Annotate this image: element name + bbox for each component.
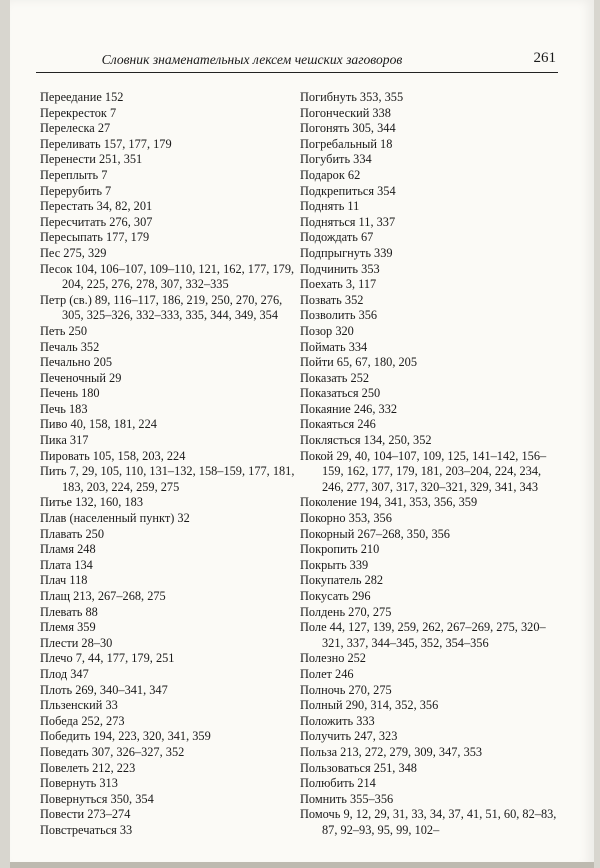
page-bottom-edge bbox=[10, 862, 594, 868]
index-entry: Победить 194, 223, 320, 341, 359 bbox=[40, 729, 211, 744]
index-entry: Подняться 11, 337 bbox=[300, 214, 396, 229]
index-entry: Пика 317 bbox=[40, 433, 89, 448]
index-entry: Плащ 213, 267–268, 275 bbox=[40, 589, 166, 603]
running-header bbox=[36, 50, 558, 73]
index-entry: Покрыть 339 bbox=[300, 557, 369, 572]
index-entry: Повелеть 212, 223 bbox=[40, 760, 136, 775]
index-entry: Покупатель 282 bbox=[300, 573, 384, 588]
index-entry: Подождать 67 bbox=[300, 230, 374, 245]
index-entry: Поле 44, 127, 139, 259, 262, 267–269, 275, 320–321, 337, 344–345, 352, 354–356 bbox=[300, 620, 546, 650]
page-number: 261 bbox=[533, 50, 556, 66]
index-entry: Петь 250 bbox=[40, 323, 88, 338]
index-entry: Полюбить 214 bbox=[300, 776, 376, 791]
index-entry: Перерубить 7 bbox=[40, 183, 112, 198]
index-entry: Переедание 152 bbox=[40, 90, 124, 104]
index-entry: Перелеска 27 bbox=[40, 121, 111, 136]
index-entry: Плавать 250 bbox=[40, 526, 105, 541]
index-entry: Плести 28–30 bbox=[40, 635, 113, 650]
index-entry: Полдень 270, 275 bbox=[300, 604, 392, 619]
index-entry: Печально 205 bbox=[40, 355, 113, 370]
index-entry: Плав (населенный пункт) 32 bbox=[40, 511, 190, 526]
index-entry: Печаль 352 bbox=[40, 339, 100, 354]
index-entry: Пойти 65, 67, 180, 205 bbox=[300, 355, 418, 370]
index-entry: Положить 333 bbox=[300, 713, 375, 728]
index-entry: Подпрыгнуть 339 bbox=[300, 245, 393, 260]
index-entry: Поколение 194, 341, 353, 356, 359 bbox=[300, 495, 478, 510]
index-entry: Пересыпать 177, 179 bbox=[40, 230, 150, 245]
index-entry: Покаяние 246, 332 bbox=[300, 401, 398, 416]
index-column-right bbox=[300, 90, 564, 839]
index-entry: Пользоваться 251, 348 bbox=[300, 760, 417, 775]
index-entry: Полезно 252 bbox=[300, 651, 366, 666]
index-entry: Погубить 334 bbox=[300, 152, 372, 167]
index-entry: Пересчитать 276, 307 bbox=[40, 214, 153, 229]
index-entry: Покорно 353, 356 bbox=[300, 511, 392, 526]
index-entry: Покой 29, 40, 104–107, 109, 125, 141–142, 156–159, 162, 177, 179, 181, 203–204, 224, 234, 246, 277, 307, 317, 320–321, 329, 341, 343 bbox=[300, 448, 547, 494]
index-entry: Пламя 248 bbox=[40, 542, 96, 557]
index-entry: Поймать 334 bbox=[300, 339, 368, 354]
index-entry: Помочь 9, 12, 29, 31, 33, 34, 37, 41, 51, 60, 82–83, 87, 92–93, 95, 99, 102– bbox=[300, 807, 557, 837]
index-entry: Перекресток 7 bbox=[40, 105, 117, 120]
index-entry: Получить 247, 323 bbox=[300, 729, 398, 744]
index-entry: Питье 132, 160, 183 bbox=[40, 495, 143, 510]
index-entry: Полет 246 bbox=[300, 666, 354, 681]
index-entry: Перестать 34, 82, 201 bbox=[40, 199, 153, 214]
index-entry: Позволить 356 bbox=[300, 308, 378, 323]
index-entry: Плач 118 bbox=[40, 573, 88, 588]
index-entry: Польза 213, 272, 279, 309, 347, 353 bbox=[300, 744, 483, 759]
index-entry: Переливать 157, 177, 179 bbox=[40, 136, 172, 151]
index-entry: Полночь 270, 275 bbox=[300, 682, 392, 697]
index-entry: Погонять 305, 344 bbox=[300, 121, 396, 136]
index-entry: Покусать 296 bbox=[300, 589, 371, 603]
index-entry: Показать 252 bbox=[300, 370, 370, 385]
index-entry: Позвать 352 bbox=[300, 292, 364, 307]
index-entry: Поведать 307, 326–327, 352 bbox=[40, 744, 185, 759]
index-entry: Полный 290, 314, 352, 356 bbox=[300, 698, 439, 713]
index-entry: Песок 104, 106–107, 109–110, 121, 162, 177, 179, 204, 225, 276, 278, 307, 332–335 bbox=[40, 261, 295, 292]
index-entry: Повернуть 313 bbox=[40, 776, 118, 791]
index-entry: Помнить 355–356 bbox=[300, 791, 394, 806]
index-entry: Победа 252, 273 bbox=[40, 713, 125, 728]
index-entry: Поехать 3, 117 bbox=[300, 277, 377, 292]
index-entry: Пить 7, 29, 105, 110, 131–132, 158–159, 177, 181, 183, 203, 224, 259, 275 bbox=[40, 464, 295, 494]
index-entry: Поклясться 134, 250, 352 bbox=[300, 433, 432, 448]
index-entry: Подкрепиться 354 bbox=[300, 183, 396, 198]
index-entry: Покорный 267–268, 350, 356 bbox=[300, 526, 450, 541]
index-entry: Повернуться 350, 354 bbox=[40, 791, 154, 806]
index-entry: Подчинить 353 bbox=[300, 261, 380, 276]
index-entry: Печеночный 29 bbox=[40, 370, 122, 385]
index-entry: Показаться 250 bbox=[300, 386, 381, 401]
index-entry: Плод 347 bbox=[40, 666, 89, 681]
index-entry: Повести 273–274 bbox=[40, 807, 131, 822]
index-entry: Плечо 7, 44, 177, 179, 251 bbox=[40, 651, 175, 666]
index-entry: Перенести 251, 351 bbox=[40, 152, 143, 167]
index-entry: Племя 359 bbox=[40, 620, 96, 635]
index-entry: Пировать 105, 158, 203, 224 bbox=[40, 448, 186, 463]
header-title: Словник знаменательных лексем чешских заговоров bbox=[101, 52, 403, 67]
index-entry: Плевать 88 bbox=[40, 604, 98, 619]
index-entry: Поднять 11 bbox=[300, 199, 360, 214]
index-column-left bbox=[40, 90, 296, 839]
index-entry: Переплыть 7 bbox=[40, 167, 108, 182]
index-entry: Позор 320 bbox=[300, 323, 354, 338]
index-entry: Печень 180 bbox=[40, 386, 100, 401]
index-entry: Петр (св.) 89, 116–117, 186, 219, 250, 270, 276, 305, 325–326, 332–333, 335, 344, 349, 354 bbox=[40, 292, 283, 323]
index-entry: Покропить 210 bbox=[300, 542, 380, 557]
index-entry: Плата 134 bbox=[40, 557, 93, 572]
book-page bbox=[10, 0, 594, 868]
index-entry: Печь 183 bbox=[40, 401, 88, 416]
index-entry: Пиво 40, 158, 181, 224 bbox=[40, 417, 157, 432]
index-entry: Погонческий 338 bbox=[300, 105, 391, 120]
index-entry: Пльзенский 33 bbox=[40, 698, 118, 713]
index-entry: Повстречаться 33 bbox=[40, 822, 133, 837]
index-entry: Подарок 62 bbox=[300, 167, 361, 182]
index-entry: Погибнуть 353, 355 bbox=[300, 90, 404, 104]
index-entry: Плоть 269, 340–341, 347 bbox=[40, 682, 168, 697]
index-entry: Покаяться 246 bbox=[300, 417, 376, 432]
index-entry: Пес 275, 329 bbox=[40, 245, 107, 260]
index-entry: Погребальный 18 bbox=[300, 136, 393, 151]
